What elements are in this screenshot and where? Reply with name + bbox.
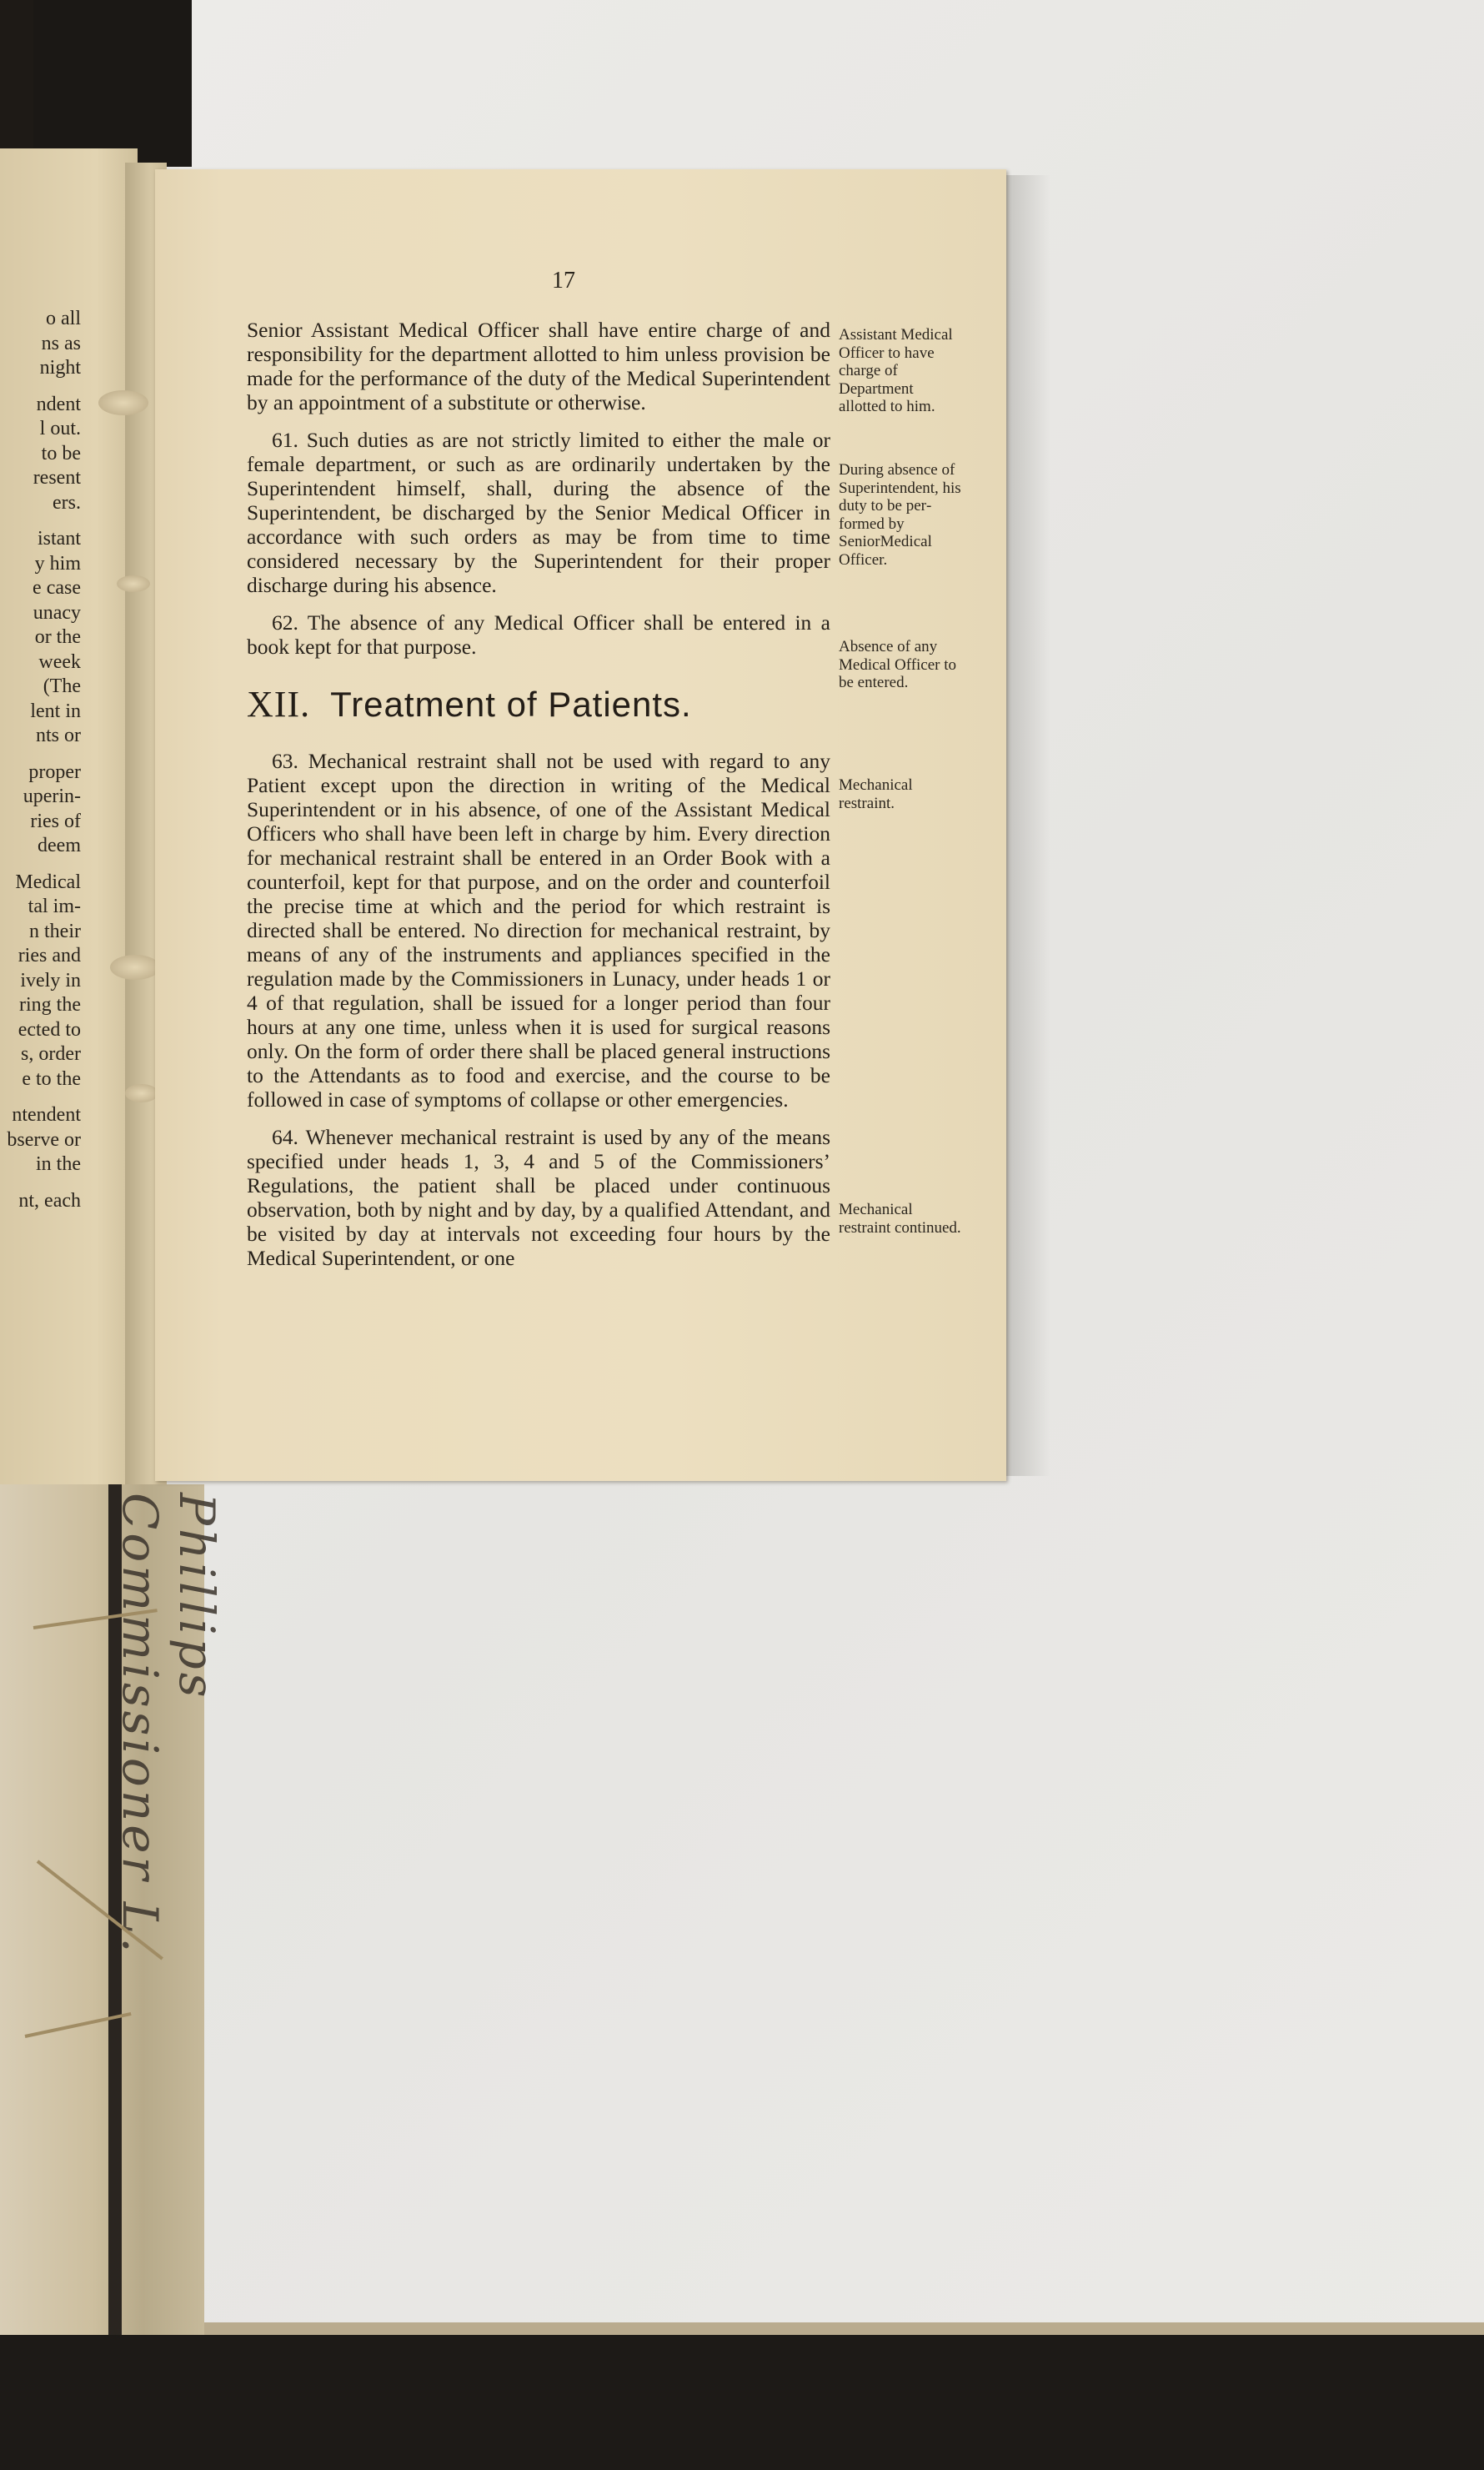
left-page-text: [0, 307, 138, 1213]
left-page-fragment: to be: [41, 442, 81, 464]
section-heading: [247, 684, 830, 725]
margin-note-5: Mechanical restraint continued.: [839, 1201, 961, 1237]
left-page-fragment: ively in: [20, 969, 81, 992]
left-page-fragment: ries of: [30, 810, 81, 832]
left-page-fragment: istant: [38, 528, 81, 550]
paragraph-62: 62. The absence of any Medical Officer shall be entered in a book kept for that purpose.: [247, 610, 830, 659]
paragraph-continuation: Senior Assistant Medical Officer shall have entire charge of and responsibility for the department allotted to him unless provision be made for the performance of the duty of the Medical Superintendent by an appointment of a substitute or otherwise.: [247, 318, 830, 414]
left-page-fragment: tal im-: [28, 896, 81, 917]
margin-note-3: Absence of any Medical Officer to be entered.: [839, 638, 957, 691]
left-facing-page: [0, 148, 138, 1487]
left-page-fragment: [0, 1177, 138, 1189]
left-page-fragment: ns as: [41, 332, 81, 354]
left-page-fragment: nts or: [36, 725, 81, 746]
left-page-fragment: y him: [34, 552, 81, 575]
binding-tuft: [110, 955, 160, 980]
left-page-fragment: or the: [34, 626, 81, 648]
left-page-fragment: ers.: [53, 491, 81, 514]
left-page-fragment: o all: [46, 308, 81, 329]
left-page-fragment: uperin-: [23, 786, 81, 807]
section-heading-number: XII.: [247, 684, 311, 725]
left-page-fragment: [0, 749, 138, 761]
binding-tuft: [117, 575, 150, 592]
left-page-fragment: [0, 1092, 138, 1103]
paragraph-63: 63. Mechanical restraint shall not be used with regard to any Patient except upon the direction in writing of the Medical Superintendent or in his absence, of one of the Assistant Medical Officers who shall have been left in charge by him. Every direction for mechanical restraint shall be entered in an Order Book with a counterfoil, kept for that purpose, and on the order and counterfoil the precise time at which and the period for which restraint is directed shall be entered. No direction for mechanical restraint, by means of any of the instruments and appliances specified in the regulation made by the Commissioners in Lunacy, under heads 1 or 4 of that regulation, shall be issued for a longer period than four hours at any one time, unless when it is used for surgical reasons only. On the form of order there shall be placed general instructions to the Attendants as to food and exercise, and the course to be followed in case of symptoms of collapse or other emergencies.: [247, 749, 830, 1112]
left-page-fragment: deem: [38, 835, 81, 856]
left-page-fragment: l out.: [39, 418, 81, 439]
page-body: [247, 318, 830, 1270]
left-page-fragment: ntendent: [12, 1104, 81, 1126]
section-heading-text: Treatment of Patients.: [330, 685, 692, 724]
left-page-fragment: s, order: [21, 1043, 81, 1065]
left-page-fragment: [0, 859, 138, 871]
book-page: [155, 169, 1006, 1481]
page-shadow: [1000, 175, 1050, 1476]
left-page-fragment: proper: [28, 761, 81, 783]
handwritten-signature: Phillips Commissioner L.: [112, 1493, 225, 1956]
left-page-fragment: in the: [36, 1153, 81, 1175]
left-page-fragment: unacy: [33, 601, 81, 624]
left-page-fragment: night: [39, 357, 81, 379]
left-page-fragment: week: [38, 650, 81, 673]
left-page-fragment: bserve or: [7, 1128, 81, 1151]
left-page-fragment: ected to: [18, 1018, 81, 1041]
page-number: 17: [552, 268, 575, 294]
margin-note-2: During absence of Superintendent, his duty to be performed by SeniorMedical Officer.: [839, 461, 961, 569]
left-page-fragment: Medical: [15, 871, 81, 893]
paragraph-64: 64. Whenever mechanical restraint is used by any of the means specified under heads 1, 3, 4 and 5 of the Commissioners’ Regulations, the patient shall be placed under continuous observation, both by night and by day, by a qualified Attendant, and be visited by day at intervals not exceeding four hours by the Medical Superintendent, or one: [247, 1125, 830, 1270]
binding-tuft: [125, 1084, 158, 1102]
paragraph-61: 61. Such duties as are not strictly limited to either the male or female department, or such as are ordinarily undertaken by the Superintendent himself, shall, during the absence of the Superintendent, be discharged by the Senior Medical Officer in accordance with such orders as may be from time to time considered necessary by the Superintendent for their proper discharge during his absence.: [247, 428, 830, 597]
left-page-fragment: e case: [33, 577, 81, 599]
left-page-fragment: resent: [33, 467, 81, 489]
left-page-fragment: e to the: [22, 1067, 81, 1090]
left-page-fragment: (The: [43, 675, 81, 697]
left-page-fragment: ndent: [36, 393, 81, 415]
left-page-fragment: nt, each: [18, 1189, 81, 1212]
margin-note-4: Mechanical restraint.: [839, 776, 913, 812]
binding-tuft: [98, 390, 148, 415]
left-page-fragment: ries and: [18, 945, 81, 966]
left-page-fragment: n their: [29, 920, 81, 942]
left-page-fragment: [0, 515, 138, 527]
left-page-fragment: ring the: [19, 994, 81, 1016]
margin-note-1: Assistant Medical Officer to have charge of Department allotted to him.: [839, 326, 953, 415]
left-page-fragment: lent in: [30, 700, 81, 722]
scan-dark-bottom-edge: [0, 2335, 1484, 2470]
